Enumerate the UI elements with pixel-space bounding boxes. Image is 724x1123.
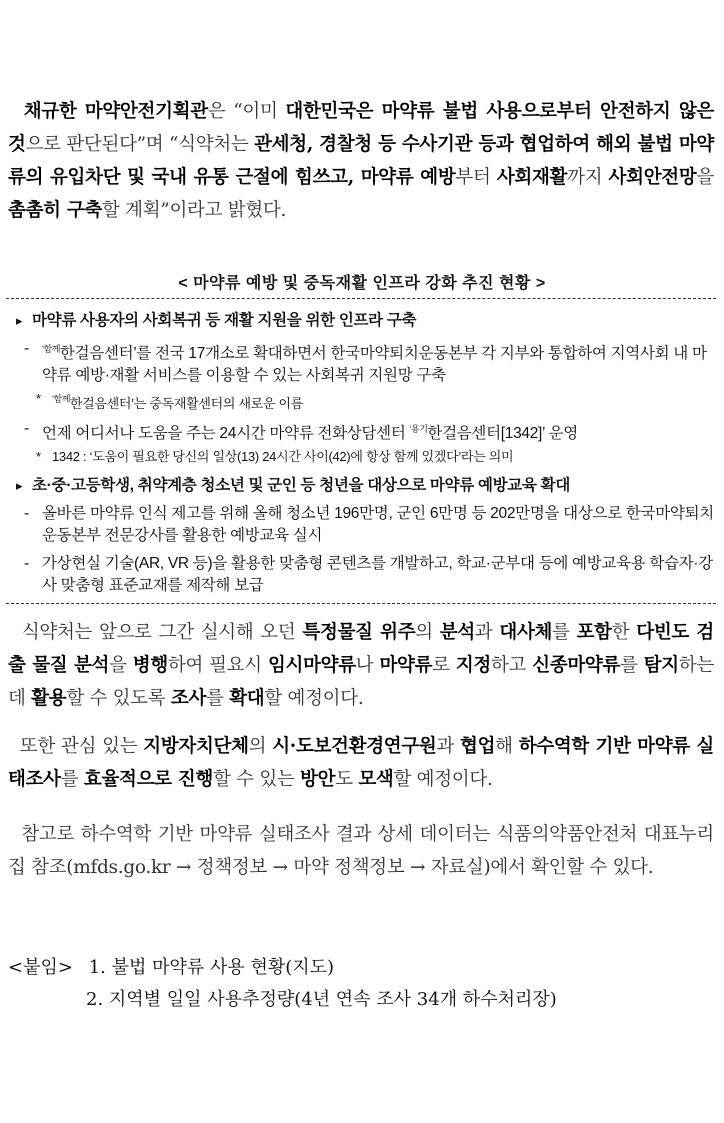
text-run: 대한민국은 마약류 불법 사용으로부터 안전하지 않은 것 <box>8 101 714 155</box>
text-run: 하여 필요시 <box>167 655 268 676</box>
text-run: 도 <box>335 769 359 790</box>
text-run: 또한 관심 있는 <box>19 736 144 757</box>
speaker-name: 채규한 마약안전기획관 <box>23 101 208 122</box>
text-run: 과 <box>474 622 500 643</box>
text-run: 활용 <box>31 688 67 709</box>
text-run: 로 <box>432 655 456 676</box>
text-run: 할 수 있는 <box>213 769 301 790</box>
text-run: 지방자치단체 <box>143 736 249 757</box>
text-run: 한 <box>611 622 637 643</box>
text-run: 할 예정이다. <box>264 688 364 709</box>
footnote <box>14 447 714 467</box>
item-text: 언제 어디서나 도움을 주는 24시간 마약류 전화상담센터 <box>42 425 410 442</box>
attachment-item-1: 1. 불법 마약류 사용 현황(지도) <box>88 957 335 978</box>
text-run: 사회재활 <box>496 167 568 188</box>
text-run: 의 <box>248 736 273 757</box>
text-run: 관세청, 경찰청 등 수사기관 등과 협업하여 해외 불법 마약류의 유입차단 및 국내 유통 근절에 힘쓰고, 마약류 예방 <box>8 134 714 188</box>
quote-paragraph <box>8 95 714 227</box>
divider-top <box>6 298 716 299</box>
text-run: 할 계획”이라고 밝혔다. <box>102 200 287 221</box>
text-run: 을 <box>696 167 714 188</box>
text-run: 의 <box>415 622 440 643</box>
text-run: 참고로 하수역학 기반 마약류 실태조사 결과 상세 데이터는 식품의약품안전처 대표누리집 참조(mfds.go.kr → 정책정보 → 마약 정책정보 → 자료실)에서 확인할 수 있다. <box>8 824 714 878</box>
dash: - <box>24 420 29 437</box>
text-run: 할 예정이다. <box>393 769 493 790</box>
item-text: 한걸음센터[1342]’ 운영 <box>427 425 578 442</box>
text-run: 협업 <box>460 736 496 757</box>
item-text: 가상현실 기술(AR, VR 등)을 활용한 맞춤형 콘텐츠를 개발하고, 학교·군부대 등에 예방교육용 학습자·강사 맞춤형 표준교재를 제작해 보급 <box>42 555 713 594</box>
asterisk: * <box>36 449 41 464</box>
text-run: 방안 <box>300 769 336 790</box>
attachments <box>8 953 334 983</box>
text-run: 하수역학 기반 마약류 실태조사 <box>8 736 714 790</box>
text-run: 조사 <box>170 688 207 709</box>
footnote <box>14 389 714 414</box>
item-text: 올바른 마약류 인식 제고를 위해 올해 청소년 196만명, 군인 6만명 등 202만명을 대상으로 한국마약퇴치운동본부 전문강사를 활용한 예방교육 실시 <box>42 505 714 544</box>
text-run: 모색 <box>358 769 394 790</box>
cooperation-paragraph <box>8 730 714 796</box>
attachment-item-2: 2. 지역별 일일 사용추정량(4년 연속 조사 34개 하수처리장) <box>86 989 557 1010</box>
text-run: 포함 <box>576 622 612 643</box>
text-run: 를 <box>552 622 577 643</box>
text-run: 임시마약류 <box>267 655 356 676</box>
list-item <box>14 418 714 445</box>
list-item <box>14 553 714 597</box>
list-item <box>14 503 714 547</box>
text-run: 은 “이미 <box>207 101 286 122</box>
dash: - <box>24 555 29 572</box>
analysis-paragraph <box>8 616 714 715</box>
item-text: 한걸음센터’를 전국 17개소로 확대하면서 한국마약퇴치운동본부 각 지부와 통합하여 지역사회 내 마약류 예방·재활 서비스를 이용할 수 있는 사회복귀 지원망 구축 <box>42 345 707 384</box>
text-run: 탐지 <box>643 655 679 676</box>
list-item <box>14 338 714 387</box>
text-run: 신종마약류 <box>532 655 621 676</box>
text-run: 효율적으로 진행 <box>83 769 214 790</box>
section-heading-education: ▸ 초·중·고등학생, 취약계층 청소년 및 군인 등 청년을 대상으로 마약류 예방교육 확대 <box>14 475 714 497</box>
text-run: 하고 <box>490 655 533 676</box>
text-run: 해 <box>495 736 519 757</box>
text-run: 마약류 <box>379 655 433 676</box>
text-run: 사회안전망 <box>608 167 697 188</box>
section-heading-rehab: ▸ 마약류 사용자의 사회복귀 등 재활 지원을 위한 인프라 구축 <box>14 310 714 332</box>
text-run: 시·도보건환경연구원 <box>272 736 437 757</box>
text-run: 식약처는 앞으로 그간 실시해 오던 <box>21 622 303 643</box>
dash: - <box>24 505 29 522</box>
text-run: 부터 <box>455 167 497 188</box>
text-run: 특정물질 위주 <box>302 622 416 643</box>
text-run: 하는데 <box>8 655 715 709</box>
superscript: ‘함께 <box>42 344 60 354</box>
text-run: 촘촘히 구축 <box>8 200 102 221</box>
text-run: 병행 <box>132 655 168 676</box>
note-text: 한걸음센터’는 중독재활센터의 새로운 이름 <box>69 396 304 411</box>
text-run: 을 <box>109 655 133 676</box>
attachment-label: <붙임> <box>8 957 73 978</box>
text-run: 할 수 있도록 <box>66 688 171 709</box>
text-run: 를 <box>60 769 84 790</box>
text-run: 으로 판단된다”며 “식약처는 <box>25 134 255 155</box>
note-text: 1342 : ‘도움이 필요한 당신의 일상(13) 24시간 사이(42)에 항상 함께 있겠다’라는 의미 <box>52 449 514 464</box>
infrastructure-box <box>14 310 714 597</box>
text-run: 과 <box>436 736 461 757</box>
text-run: 분석 <box>439 622 475 643</box>
superscript: ‘용기 <box>409 424 428 434</box>
text-run: 까지 <box>567 167 609 188</box>
asterisk: * <box>36 391 41 406</box>
text-run: 다빈도 검출 물질 분석 <box>8 622 715 676</box>
text-run: 확대 <box>229 688 265 709</box>
dash: - <box>24 340 29 357</box>
text-run: 대사체 <box>499 622 553 643</box>
text-run: 나 <box>355 655 380 676</box>
box-title: < 마약류 예방 및 중독재활 인프라 강화 추진 현황 > <box>178 275 546 292</box>
divider-bottom <box>6 603 716 604</box>
text-run: 를 <box>206 688 230 709</box>
reference-paragraph <box>8 818 714 884</box>
superscript: ‘함께 <box>52 394 70 404</box>
text-run: 지정 <box>455 655 491 676</box>
text-run: 를 <box>620 655 644 676</box>
